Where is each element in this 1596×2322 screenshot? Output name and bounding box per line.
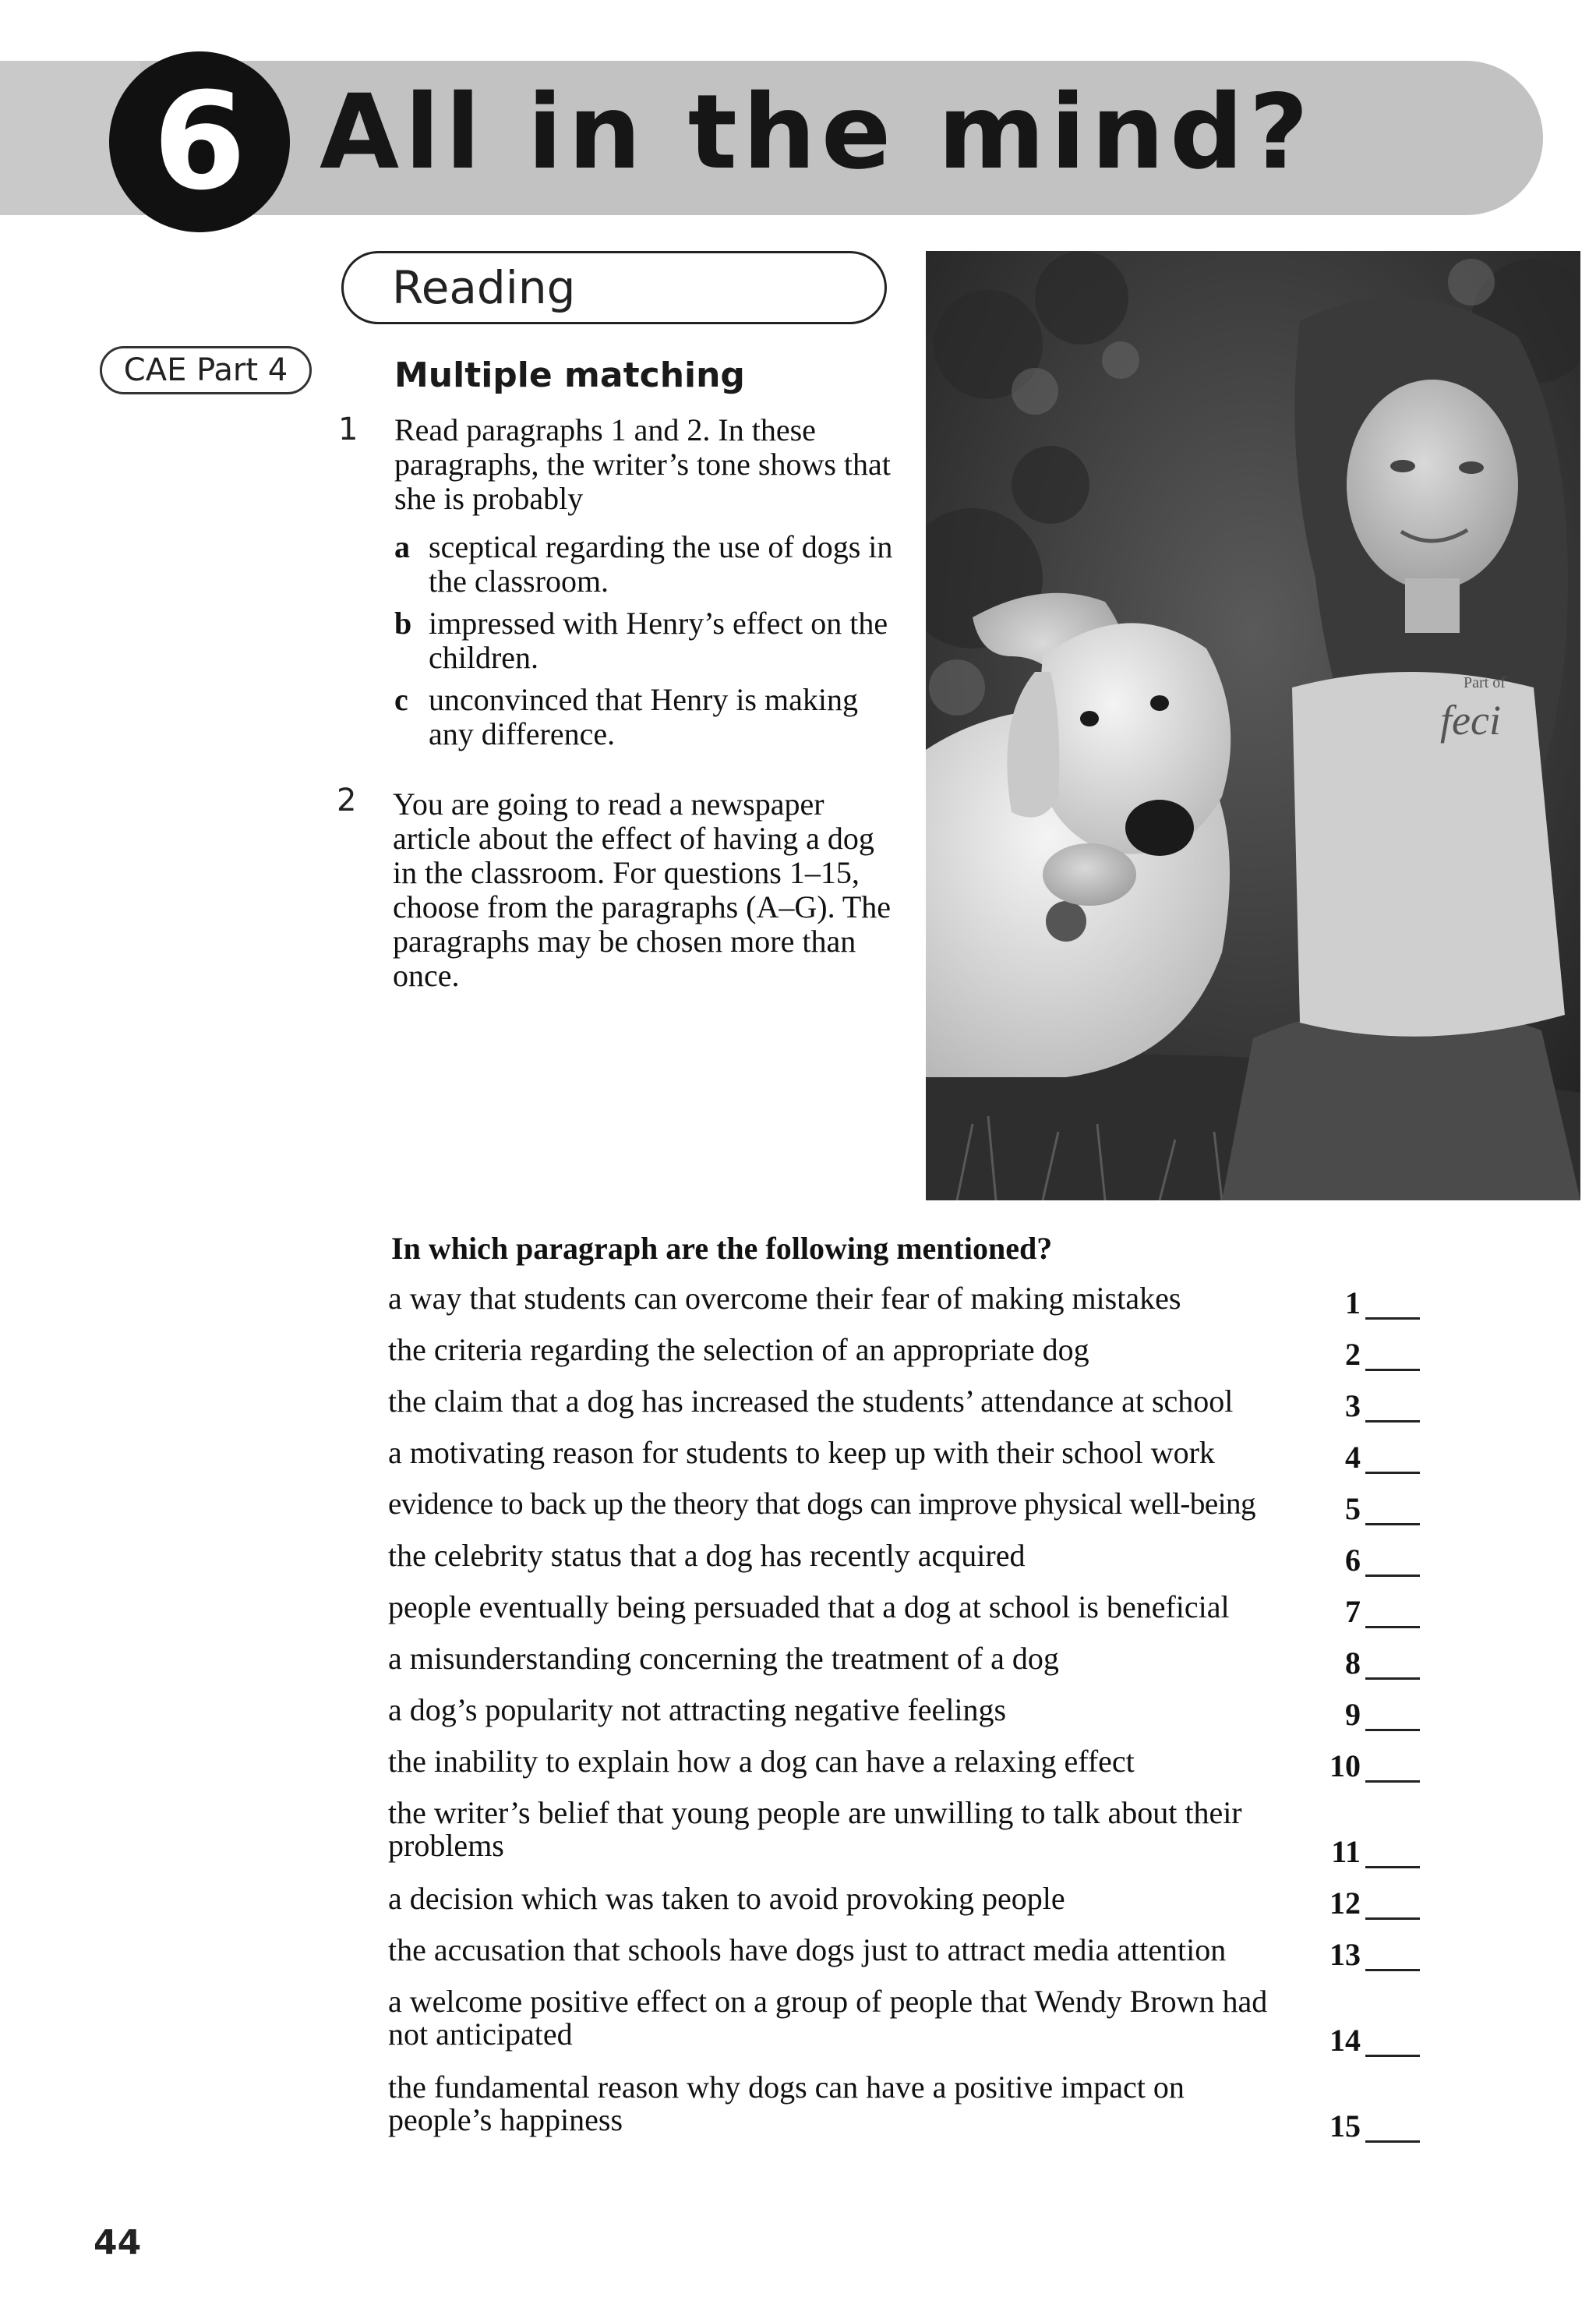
question-item-text: a motivating reason for students to keep up with their school work xyxy=(388,1435,1215,1470)
question-item-number: 4 xyxy=(1345,1440,1361,1475)
option-c-letter: c xyxy=(394,682,408,717)
answer-blank[interactable] xyxy=(1365,2140,1420,2143)
question-item-text: the writer’s belief that young people are unwilling to talk about their problems xyxy=(388,1795,1242,1863)
question-item-text: a welcome positive effect on a group of people that Wendy Brown had not anticipated xyxy=(388,1984,1268,2052)
question-item-number: 7 xyxy=(1345,1594,1361,1629)
photo-illustration xyxy=(926,251,1580,1200)
question-item-text: the accusation that schools have dogs just to attract media attention xyxy=(388,1932,1227,1967)
exam-part-text: CAE Part 4 xyxy=(123,352,288,388)
unit-number: 6 xyxy=(153,63,246,220)
question-item-number: 12 xyxy=(1329,1886,1361,1921)
question-item-text: the inability to explain how a dog can have a relaxing effect xyxy=(388,1744,1135,1779)
question-item-text: the criteria regarding the selection of an appropriate dog xyxy=(388,1332,1089,1367)
unit-title: All in the mind? xyxy=(320,72,1315,193)
section-label-text: Reading xyxy=(392,261,576,314)
question-2-text: You are going to read a newspaper article about the effect of having a dog in the classroom. For questions 1–15, choose from the paragraphs (A–G). The paragraphs may be chosen more than once. xyxy=(393,786,892,993)
option-a-letter: a xyxy=(394,529,410,564)
question-item-text: a misunderstanding concerning the treatment of a dog xyxy=(388,1641,1059,1676)
question-item-number: 13 xyxy=(1329,1937,1361,1972)
answer-blank[interactable] xyxy=(1365,1729,1420,1731)
question-item-text: a dog’s popularity not attracting negative feelings xyxy=(388,1692,1007,1727)
question-item-text: a way that students can overcome their fear of making mistakes xyxy=(388,1281,1181,1316)
question-1-text: Read paragraphs 1 and 2. In these paragraphs, the writer’s tone shows that she is probably xyxy=(394,412,891,516)
option-b-text: impressed with Henry’s effect on the children. xyxy=(429,606,888,675)
question-item-number: 15 xyxy=(1329,2108,1361,2144)
answer-blank[interactable] xyxy=(1365,2055,1420,2057)
question-item-number: 8 xyxy=(1345,1645,1361,1681)
answer-blank[interactable] xyxy=(1365,1369,1420,1371)
question-list-heading: In which paragraph are the following mentioned? xyxy=(391,1231,1053,1266)
question-item-number: 14 xyxy=(1329,2023,1361,2058)
answer-blank[interactable] xyxy=(1365,1575,1420,1577)
answer-blank[interactable] xyxy=(1365,1917,1420,1920)
question-item-number: 9 xyxy=(1345,1697,1361,1732)
shirt-logo: feci xyxy=(1440,697,1501,744)
option-c xyxy=(394,683,893,751)
answer-blank[interactable] xyxy=(1365,1969,1420,1971)
answer-blank[interactable] xyxy=(1365,1472,1420,1474)
option-a-text: sceptical regarding the use of dogs in the classroom. xyxy=(429,529,893,599)
question-2-number: 2 xyxy=(337,783,357,818)
question-1-number: 1 xyxy=(338,412,358,447)
question-item-number: 6 xyxy=(1345,1543,1361,1578)
question-item-number: 10 xyxy=(1329,1748,1361,1783)
question-item-number: 2 xyxy=(1345,1337,1361,1372)
question-item-number: 5 xyxy=(1345,1491,1361,1526)
option-c-text: unconvinced that Henry is making any difference. xyxy=(429,682,858,751)
section-label xyxy=(341,251,887,324)
option-b-letter: b xyxy=(394,606,412,641)
question-item-number: 1 xyxy=(1345,1285,1361,1320)
question-item-number: 3 xyxy=(1345,1388,1361,1423)
girl-with-dog-photo xyxy=(926,251,1580,1200)
unit-number-badge xyxy=(109,51,290,232)
question-item-text: the claim that a dog has increased the students’ attendance at school xyxy=(388,1384,1234,1419)
option-b xyxy=(394,606,893,675)
question-item-text: the fundamental reason why dogs can have a positive impact on people’s happiness xyxy=(388,2069,1185,2137)
option-a xyxy=(394,530,893,599)
answer-blank[interactable] xyxy=(1365,1866,1420,1868)
answer-blank[interactable] xyxy=(1365,1626,1420,1628)
answer-blank[interactable] xyxy=(1365,1317,1420,1320)
question-item-text: evidence to back up the theory that dogs can improve physical well-being xyxy=(388,1487,1256,1521)
task-heading: Multiple matching xyxy=(394,355,745,395)
answer-blank[interactable] xyxy=(1365,1677,1420,1680)
question-item-text: a decision which was taken to avoid provoking people xyxy=(388,1881,1065,1916)
answer-blank[interactable] xyxy=(1365,1523,1420,1525)
shirt-text: Part of xyxy=(1464,674,1506,691)
answer-blank[interactable] xyxy=(1365,1420,1420,1423)
question-item-text: people eventually being persuaded that a dog at school is beneficial xyxy=(388,1589,1230,1624)
question-item-text: the celebrity status that a dog has recently acquired xyxy=(388,1538,1026,1573)
exam-part-tag xyxy=(100,346,312,394)
page-number: 44 xyxy=(94,2223,142,2263)
answer-blank[interactable] xyxy=(1365,1780,1420,1783)
question-item-number: 11 xyxy=(1331,1834,1361,1869)
